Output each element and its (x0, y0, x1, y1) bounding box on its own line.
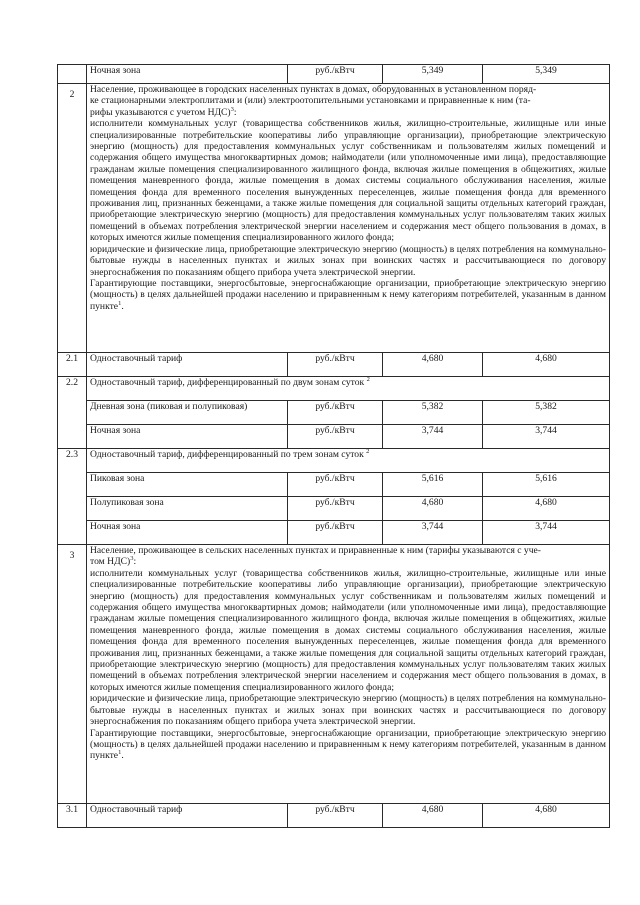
table-row (58, 497, 610, 521)
row-number: 3.1 (58, 804, 87, 828)
row-number: 2.3 (58, 449, 87, 545)
table-row (58, 65, 610, 84)
value-cell-2: 5,382 (483, 401, 610, 425)
section-heading-line: Население, проживающее в сельских населенных пунктах и приравненные к ним (тарифы указываются с уче- (90, 545, 542, 556)
unit-cell: руб./кВтч (288, 521, 383, 545)
table-row (58, 473, 610, 497)
table-row (58, 425, 610, 449)
unit-cell: руб./кВтч (288, 473, 383, 497)
row-number-cell (58, 65, 87, 84)
section-heading-line: том НДС)$^3$: (90, 555, 137, 568)
value-cell-2: 5,349 (483, 65, 610, 84)
footnote-mark: 2 (366, 447, 370, 455)
row-label: Ночная зона (87, 425, 288, 449)
row-number: 2 (58, 84, 87, 353)
row-label: Полупиковая зона (87, 497, 288, 521)
value-cell-2: 4,680 (483, 497, 610, 521)
value-cell-1: 4,680 (383, 497, 483, 521)
value-cell-1: 3,744 (383, 425, 483, 449)
footnote-mark: 3 (230, 105, 234, 113)
unit-cell: руб./кВтч (288, 65, 383, 84)
footnote-mark: 1 (118, 749, 122, 757)
section-heading-line: рифы указываются с учетом НДС)$^3$: (90, 105, 237, 118)
footnote-mark: 3 (130, 555, 134, 563)
row-label: Одноставочный тариф (87, 804, 288, 828)
section-paragraph: юридические и физические лица, приобретающие электрическую энергию (мощность) в целях потребления на коммунально-бытовые нужды в населенных пунктах и жилых зонах при воинских частях и рассчитывающиеся по договору энергоснабжения по показаниям общего прибора учета электрической энергии. (90, 243, 606, 278)
row-number: 2.2 (58, 377, 87, 449)
table-row (58, 401, 610, 425)
value-cell-2: 5,616 (483, 473, 610, 497)
row-label: Дневная зона (пиковая и полупиковая) (87, 401, 288, 425)
value-cell-1: 4,680 (383, 353, 483, 377)
unit-cell: руб./кВтч (288, 401, 383, 425)
footnote-mark: 2 (366, 375, 370, 383)
unit-cell: руб./кВтч (288, 353, 383, 377)
table-row (58, 353, 610, 377)
section-row (58, 84, 610, 353)
section-paragraph: Гарантирующие поставщики, энергосбытовые, энергоснабжающие организации, приобретающие электрическую энергию (мощность) в целях дальнейшей продажи населению и приравненным к нему категориям потребителей, указанным в данном пункте$^1$. (90, 727, 606, 762)
table-row (58, 377, 610, 401)
section-description (87, 545, 610, 804)
table-row (58, 521, 610, 545)
section-description (87, 84, 610, 353)
group-header: Одноставочный тариф, дифференцированный по трем зонам суток $^2$ (87, 449, 610, 473)
value-cell-1: 5,382 (383, 401, 483, 425)
value-cell-2: 3,744 (483, 521, 610, 545)
value-cell-1: 3,744 (383, 521, 483, 545)
section-row (58, 545, 610, 804)
section-paragraph: юридические и физические лица, приобретающие электрическую энергию (мощность) в целях потребления на коммунально-бытовые нужды в населенных пунктах и жилых зонах при воинских частях и рассчитывающиеся по договору энергоснабжения по показаниям общего прибора учета электрической энергии. (90, 693, 606, 728)
value-cell-2: 4,680 (483, 804, 610, 828)
row-label: Одноставочный тариф (87, 353, 288, 377)
footnote-mark: 1 (118, 299, 122, 307)
section-paragraph: Гарантирующие поставщики, энергосбытовые, энергоснабжающие организации, приобретающие электрическую энергию (мощность) в целях дальнейшей продажи населению и приравненным к нему категориям потребителей, указанным в данном пункте$^1$. (90, 277, 606, 312)
row-number: 2.1 (58, 353, 87, 377)
value-cell-2: 3,744 (483, 425, 610, 449)
section-paragraph: исполнители коммунальных услуг (товарищества собственников жилья, жилищно-строительные, жилищные или иные специализированные потребительские кооперативы либо управляющие организации), приобретающие электрическую энергию (мощность) для предоставления коммунальных услуг собственникам и пользователям жилых помещений и содержания общего имущества многоквартирных домов; наймодатели (или уполномоченные ими лица), предоставляющие гражданам жилые помещения специализированного жилищного фонда, включая жилые помещения в общежитиях, жилые помещения маневренного фонда, жилые помещения в домах системы социального обслуживания населения, жилые помещения фонда для временного поселения вынужденных переселенцев, жилые помещения фонда для временного проживания лиц, признанных беженцами, а также жилые помещения для социальной защиты отдельных категорий граждан, приобретающие электрическую энергию (мощность) для предоставления коммунальных услуг пользователям таких жилых помещений в объемах потребления электрической энергии населением и содержания мест общего пользования в домах, в которых имеются жилые помещения специализированного жилого фонда; (90, 567, 606, 693)
section-heading-line: Население, проживающее в городских населенных пунктах в домах, оборудованных в установленном поряд- (90, 84, 537, 95)
unit-cell: руб./кВтч (288, 497, 383, 521)
section-heading-line: ке стационарными электроплитами и (или) электроотопительными установками и приравненные к ним (та- (90, 95, 531, 107)
unit-cell: руб./кВтч (288, 804, 383, 828)
value-cell-2: 4,680 (483, 353, 610, 377)
value-cell-1: 4,680 (383, 804, 483, 828)
row-label: Пиковая зона (87, 473, 288, 497)
value-cell-1: 5,349 (383, 65, 483, 84)
row-label: Ночная зона (87, 65, 288, 84)
section-paragraph: исполнители коммунальных услуг (товарищества собственников жилья, жилищно-строительные, жилищные или иные специализированные потребительские кооперативы либо управляющие организации), приобретающие электрическую энергию (мощность) для предоставления коммунальных услуг собственникам и пользователям жилых помещений и содержания общего имущества многоквартирных домов; наймодатели (или уполномоченные ими лица), предоставляющие гражданам жилые помещения специализированного жилищного фонда, включая жилые помещения в общежитиях, жилые помещения маневренного фонда, жилые помещения в домах системы социального обслуживания населения, жилые помещения фонда для временного поселения вынужденных переселенцев, жилые помещения фонда для временного проживания лиц, признанных беженцами, а также жилые помещения для социальной защиты отдельных категорий граждан, приобретающие электрическую энергию (мощность) для предоставления коммунальных услуг пользователям таких жилых помещений в объемах потребления электрической энергии населением и содержания мест общего пользования в домах, в которых имеются жилые помещения специализированного жилого фонда; (90, 118, 606, 244)
table-row (58, 449, 610, 473)
group-header: Одноставочный тариф, дифференцированный по двум зонам суток $^2$ (87, 377, 610, 401)
value-cell-1: 5,616 (383, 473, 483, 497)
tariff-table (57, 64, 610, 828)
row-number: 3 (58, 545, 87, 804)
row-label: Ночная зона (87, 521, 288, 545)
table-row (58, 804, 610, 828)
unit-cell: руб./кВтч (288, 425, 383, 449)
